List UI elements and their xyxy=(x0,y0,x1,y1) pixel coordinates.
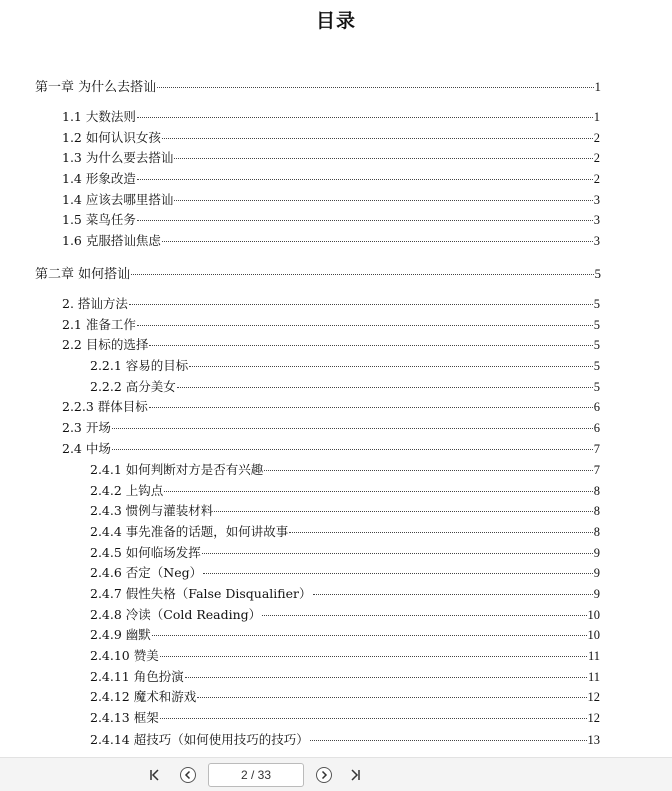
toc-entry[interactable] xyxy=(62,336,600,354)
toc-entry-page: 6 xyxy=(593,421,600,435)
toc-entry-text: 2.3 开场 xyxy=(62,420,111,435)
toc-entry-text: 2.4.10 赞美 xyxy=(90,648,159,663)
toc-entry-text: 2.4.7 假性失格（False Disqualifier） xyxy=(90,586,312,601)
toc-entry-page: 9 xyxy=(593,546,600,560)
toc-entry[interactable] xyxy=(62,149,600,167)
first-page-button[interactable] xyxy=(144,764,166,786)
toc-entry[interactable] xyxy=(90,606,600,624)
toc-entry-chapter-1[interactable] xyxy=(35,78,601,96)
toc-entry-text: 第二章 如何搭讪 xyxy=(35,267,131,282)
toc-entry[interactable] xyxy=(90,709,600,727)
toc-entry-page: 5 xyxy=(593,338,600,352)
toc-entry[interactable] xyxy=(90,668,600,686)
toc-entry-page: 11 xyxy=(587,649,600,663)
toc-entry[interactable] xyxy=(90,585,600,603)
toc-entry-page: 9 xyxy=(593,587,600,601)
next-page-button[interactable] xyxy=(313,764,335,786)
toc-entry[interactable] xyxy=(62,232,600,250)
toc-entry[interactable] xyxy=(90,482,600,500)
toc-entry-page: 9 xyxy=(593,566,600,580)
toc-entry-page: 6 xyxy=(593,400,600,414)
toc-entry-text: 2.4.11 角色扮演 xyxy=(90,669,184,684)
toc-entry[interactable] xyxy=(62,398,600,416)
toc-entry[interactable] xyxy=(62,295,600,313)
toc-entry-text: 2.4.14 超技巧（如何使用技巧的技巧） xyxy=(90,732,309,747)
toc-entry-text: 2.2.3 群体目标 xyxy=(62,399,148,414)
toc-entry-text: 1.5 菜鸟任务 xyxy=(62,212,136,227)
toc-entry[interactable] xyxy=(90,647,600,665)
toc-entry-page: 2 xyxy=(593,151,600,165)
toc-entry-text: 2.4.2 上钩点 xyxy=(90,483,164,498)
toc-entry-page: 3 xyxy=(593,234,600,248)
toc-entry[interactable] xyxy=(90,357,600,375)
toc-entry-page: 1 xyxy=(594,79,601,94)
toc-entry[interactable] xyxy=(90,731,600,749)
viewer-toolbar xyxy=(0,757,672,791)
toc-entry-page: 5 xyxy=(593,380,600,394)
page-number-input[interactable]: 2 / 33 xyxy=(208,763,304,787)
toc-entry-text: 1.3 为什么要去搭讪 xyxy=(62,150,174,165)
toc-entry-page: 5 xyxy=(593,318,600,332)
last-page-icon xyxy=(348,768,362,782)
toc-entry-text: 2.4.6 否定（Neg） xyxy=(90,565,203,580)
toc-entry-page: 12 xyxy=(587,690,600,704)
toc-entry[interactable] xyxy=(62,440,600,458)
toc-entry-text: 2.2.1 容易的目标 xyxy=(90,358,189,373)
toc-entry[interactable] xyxy=(62,419,600,437)
toc-title: 目录 xyxy=(315,10,356,32)
toc-entry-page: 5 xyxy=(593,297,600,311)
toc-entry-text: 2.2.2 高分美女 xyxy=(90,379,176,394)
toc-entry-text: 2.4.1 如何判断对方是否有兴趣 xyxy=(90,462,264,477)
toc-entry[interactable] xyxy=(62,211,600,229)
toc-entry[interactable] xyxy=(62,129,600,147)
toc-entry[interactable] xyxy=(90,564,600,582)
toc-entry-text: 2. 搭讪方法 xyxy=(62,296,128,311)
toc-entry-page: 10 xyxy=(587,608,600,622)
toc-entry-text: 1.4 应该去哪里搭讪 xyxy=(62,192,174,207)
toc-entry-text: 2.4.3 惯例与灌装材料 xyxy=(90,503,214,518)
toc-entry[interactable] xyxy=(62,170,600,188)
toc-entry-text: 第一章 为什么去搭讪 xyxy=(35,80,157,95)
toc-entry[interactable] xyxy=(90,544,600,562)
toc-entry[interactable] xyxy=(62,316,600,334)
toc-entry-chapter-2[interactable] xyxy=(35,265,601,283)
toc-entry-page: 10 xyxy=(587,628,600,642)
toc-entry[interactable] xyxy=(90,461,600,479)
toc-entry-page: 2 xyxy=(593,172,600,186)
next-page-icon xyxy=(315,766,333,784)
toc-entry-text: 2.4.8 冷读（Cold Reading） xyxy=(90,607,262,622)
toc-entry[interactable] xyxy=(90,626,600,644)
toc-entry-page: 12 xyxy=(587,711,600,725)
toc-entry[interactable] xyxy=(90,502,600,520)
toc-entry-page: 7 xyxy=(593,442,600,456)
toc-entry[interactable] xyxy=(90,688,600,706)
toc-entry-page: 13 xyxy=(587,733,600,747)
toc-entry[interactable] xyxy=(62,108,600,126)
toc-entry[interactable] xyxy=(90,523,600,541)
toc-entry-page: 8 xyxy=(593,525,600,539)
toc-entry-page: 2 xyxy=(593,131,600,145)
toc-entry-page: 8 xyxy=(593,504,600,518)
toc-entry-text: 1.2 如何认识女孩 xyxy=(62,130,161,145)
toc-entry-page: 3 xyxy=(593,193,600,207)
toc-entry-text: 1.6 克服搭讪焦虑 xyxy=(62,233,161,248)
prev-page-icon xyxy=(179,766,197,784)
toc-entry-page: 5 xyxy=(593,359,600,373)
toc-entry-page: 1 xyxy=(593,110,600,124)
toc-entry-page: 5 xyxy=(594,266,601,281)
toc-entry-text: 2.4.12 魔术和游戏 xyxy=(90,689,197,704)
last-page-button[interactable] xyxy=(344,764,366,786)
toc-entry[interactable] xyxy=(62,191,600,209)
toc-entry[interactable] xyxy=(90,378,600,396)
prev-page-button[interactable] xyxy=(177,764,199,786)
toc-entry-page: 7 xyxy=(593,463,600,477)
toc-entry-page: 11 xyxy=(587,670,600,684)
toc-entry-page: 8 xyxy=(593,484,600,498)
toc-entry-page: 3 xyxy=(593,213,600,227)
toc-entry-text: 1.4 形象改造 xyxy=(62,171,136,186)
toc-entry-text: 2.4.5 如何临场发挥 xyxy=(90,545,201,560)
first-page-icon xyxy=(148,768,162,782)
toc-entry-text: 2.1 准备工作 xyxy=(62,317,136,332)
toc-entry-text: 2.4.13 框架 xyxy=(90,710,159,725)
toc-entry-text: 2.4.4 事先准备的话题，如何讲故事 xyxy=(90,524,289,539)
toc-entry-text: 2.4.9 幽默 xyxy=(90,627,151,642)
toc-entry-text: 2.4 中场 xyxy=(62,441,111,456)
toc-entry-text: 2.2 目标的选择 xyxy=(62,337,149,352)
toc-entry-text: 1.1 大数法则 xyxy=(62,109,136,124)
